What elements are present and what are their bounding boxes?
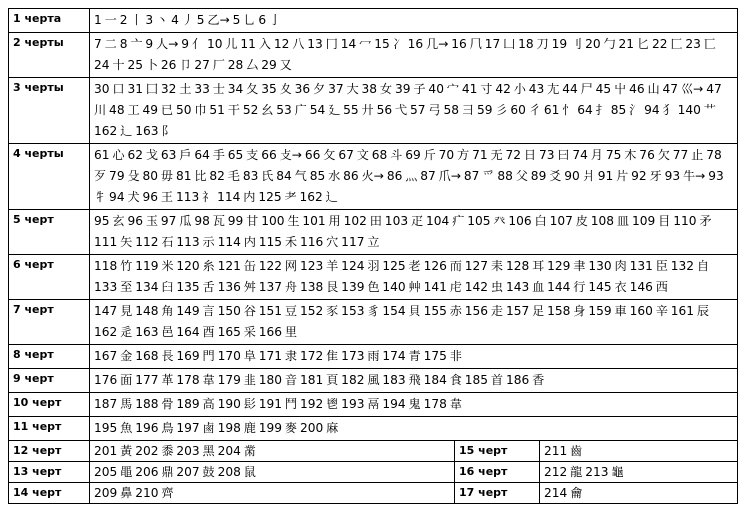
stroke-count-label: 3 черты [9,78,90,144]
radicals-list: 195 魚 196 鳥 197 鹵 198 鹿 199 麥 200 麻 [90,417,738,441]
row-12-15-strokes [9,441,738,462]
row-2-strokes [9,33,738,78]
row-13-16-strokes [9,462,738,483]
stroke-count-label: 6 черт [9,255,90,300]
stroke-count-label: 16 черт [455,462,540,483]
row-7-strokes [9,300,738,345]
stroke-count-label: 9 черт [9,369,90,393]
radicals-list: 214 龠 [540,483,738,504]
row-1-stroke [9,9,738,33]
radicals-list: 61 心 62 戈 63 戶 64 手 65 支 66 攴→ 66 攵 67 文 68 斗 69 斤 70 方 71 无 72 日 73 曰 74 月 75 木 76 欠 77 止 78 歹 79 殳 80 毋 81 比 82 毛 83 氏 84 气 85 水 86 火→ 86 灬 87 爪→ 87 爫 88 父 89 爻 90 爿 91 片 92 牙 93 牛→ 93 牜 94 犬 96 王 113 礻 114 内 125 耂 162 辶 [90,144,738,210]
stroke-count-label: 10 черт [9,393,90,417]
row-9-strokes [9,369,738,393]
stroke-count-label: 12 черт [9,441,90,462]
radicals-list: 167 金 168 長 169 門 170 阜 171 隶 172 隹 173 雨 174 青 175 非 [90,345,738,369]
radicals-list: 30 口 31 囗 32 土 33 士 34 夂 35 夊 36 夕 37 大 38 女 39 子 40 宀 41 寸 42 小 43 尢 44 尸 45 屮 46 山 47 巛→ 47 川 48 工 49 已 50 巾 51 干 52 幺 53 广 54 廴 55 廾 56 弋 57 弓 58 彐 59 彡 60 彳 61 忄 64 扌 85 氵 94 犭 140 艹 162 辶 163 阝 [90,78,738,144]
row-6-strokes [9,255,738,300]
radicals-list: 205 黽 206 鼎 207 鼓 208 鼠 [90,462,455,483]
radicals-list: 95 玄 96 玉 97 瓜 98 瓦 99 甘 100 生 101 用 102 田 103 疋 104 疒 105 癶 106 白 107 皮 108 皿 109 目 110 矛 111 矢 112 石 113 示 114 内 115 禾 116 穴 117 立 [90,210,738,255]
stroke-count-label: 4 черты [9,144,90,210]
row-3-strokes [9,78,738,144]
stroke-count-label: 13 черт [9,462,90,483]
stroke-count-label: 5 черт [9,210,90,255]
radicals-table [8,8,738,504]
radicals-list: 212 龍 213 龜 [540,462,738,483]
radicals-list: 201 黃 202 黍 203 黑 204 黹 [90,441,455,462]
row-4-strokes [9,144,738,210]
stroke-count-label: 7 черт [9,300,90,345]
row-11-strokes [9,417,738,441]
stroke-count-label: 17 черт [455,483,540,504]
stroke-count-label: 14 черт [9,483,90,504]
radicals-list: 147 見 148 角 149 言 150 谷 151 豆 152 豕 153 豸 154 貝 155 赤 156 走 157 足 158 身 159 車 160 辛 161 辰 162 辵 163 邑 164 酉 165 采 166 里 [90,300,738,345]
radicals-list: 209 鼻 210 齊 [90,483,455,504]
radicals-list: 187 馬 188 骨 189 高 190 髟 191 鬥 192 鬯 193 鬲 194 鬼 178 韋 [90,393,738,417]
stroke-count-label: 8 черт [9,345,90,369]
radicals-list: 7 二 8 亠 9 人→ 9 亻 10 儿 11 入 12 八 13 冂 14 冖 15 冫 16 几→ 16 ⺇ 17 凵 18 刀 19 刂 20 勹 21 匕 22 匚 23 匸 24 十 25 卜 26 卩 27 厂 28 厶 29 又 [90,33,738,78]
stroke-count-label: 11 черт [9,417,90,441]
stroke-count-label: 15 черт [455,441,540,462]
stroke-count-label: 2 черты [9,33,90,78]
radicals-list: 176 面 177 革 178 韋 179 韭 180 音 181 頁 182 風 183 飛 184 食 185 首 186 香 [90,369,738,393]
row-14-17-strokes [9,483,738,504]
row-8-strokes [9,345,738,369]
stroke-count-label: 1 черта [9,9,90,33]
row-5-strokes [9,210,738,255]
radicals-list: 1 一 2 丨 3 丶 4 丿 5 乙→ 5 乚 6 亅 [90,9,738,33]
radicals-list: 118 竹 119 米 120 糸 121 缶 122 网 123 羊 124 羽 125 老 126 而 127 耒 128 耳 129 聿 130 肉 131 臣 132 自 133 至 134 臼 135 舌 136 舛 137 舟 138 艮 139 色 140 艸 141 虍 142 虫 143 血 144 行 145 衣 146 西 [90,255,738,300]
radicals-list: 211 齒 [540,441,738,462]
row-10-strokes [9,393,738,417]
